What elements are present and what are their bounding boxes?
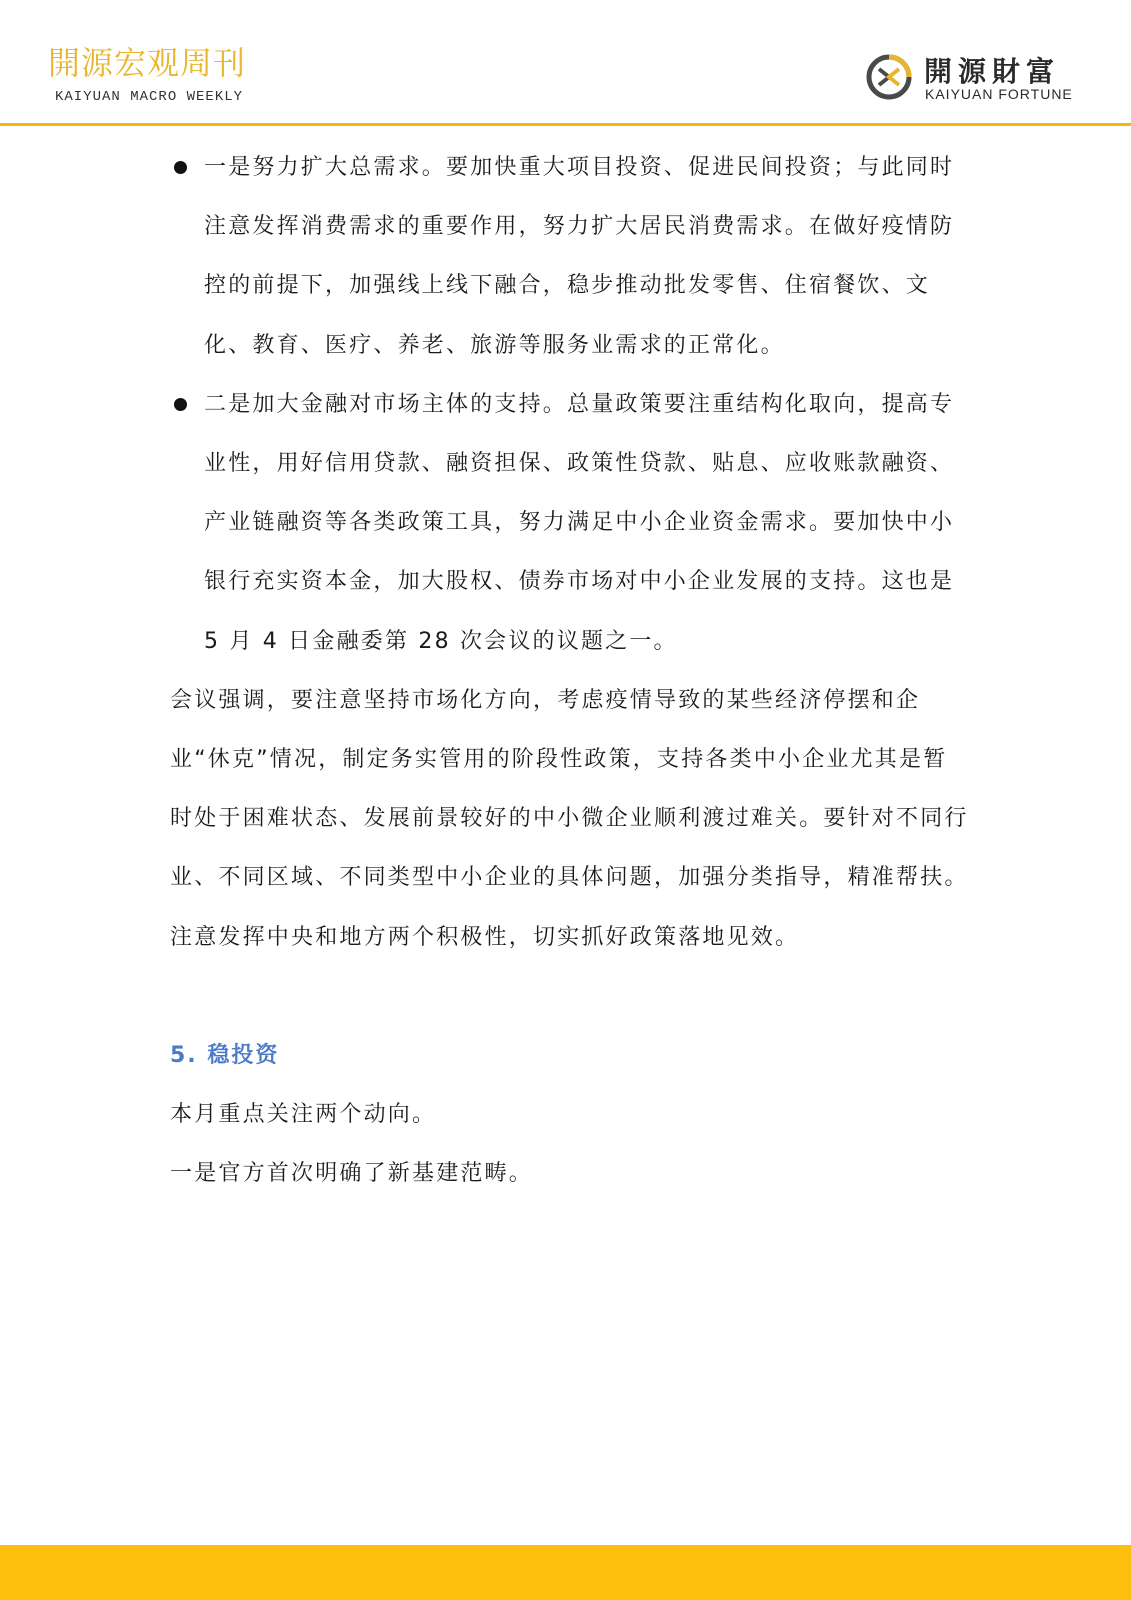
publication-subtitle: KAIYUAN MACRO WEEKLY	[55, 89, 244, 105]
section-heading: 5. 稳投资	[170, 1042, 280, 1068]
header-divider	[0, 123, 1131, 126]
bullet-dot-icon	[174, 161, 187, 174]
section-line: 一是官方首次明确了新基建范畴。	[170, 1161, 534, 1187]
page-content	[170, 138, 970, 1203]
company-logo	[864, 50, 1094, 108]
body-paragraph: 会议强调，要注意坚持市场化方向，考虑疫情导致的某些经济停摆和企业“休克”情况，制定务实管用的阶段性政策，支持各类中小企业尤其是暂时处于困难状态、发展前景较好的中小微企业顺利渡过难关。要针对不同行业、不同区域、不同类型中小企业的具体问题，加强分类指导，精准帮扶。注意发挥中央和地方两个积极性，切实抓好政策落地见效。	[170, 687, 969, 950]
bullet-item	[170, 138, 970, 375]
publication-title: 開源宏观周刊	[48, 44, 247, 82]
bullet-item	[170, 375, 970, 671]
logo-english-name: KAIYUAN FORTUNE	[925, 86, 1073, 102]
bullet-text: 二是加大金融对市场主体的支持。总量政策要注重结构化取向，提高专业性，用好信用贷款、融资担保、政策性贷款、贴息、应收账款融资、产业链融资等各类政策工具，努力满足中小企业资金需求。要加快中小银行充实资本金，加大股权、债券市场对中小企业发展的支持。这也是 5 月 4 日金融委第 28 次会议的议题之一。	[204, 391, 955, 654]
logo-name: 開源財富	[924, 55, 1061, 88]
page-header	[0, 0, 1131, 128]
kaiyuan-logo-icon	[864, 52, 914, 102]
footer-bar	[0, 1545, 1131, 1600]
section-line: 本月重点关注两个动向。	[170, 1102, 437, 1128]
bullet-dot-icon	[174, 398, 187, 411]
bullet-text: 一是努力扩大总需求。要加快重大项目投资、促进民间投资；与此同时注意发挥消费需求的重要作用，努力扩大居民消费需求。在做好疫情防控的前提下，加强线上线下融合，稳步推动批发零售、住宿餐饮、文化、教育、医疗、养老、旅游等服务业需求的正常化。	[204, 155, 955, 358]
